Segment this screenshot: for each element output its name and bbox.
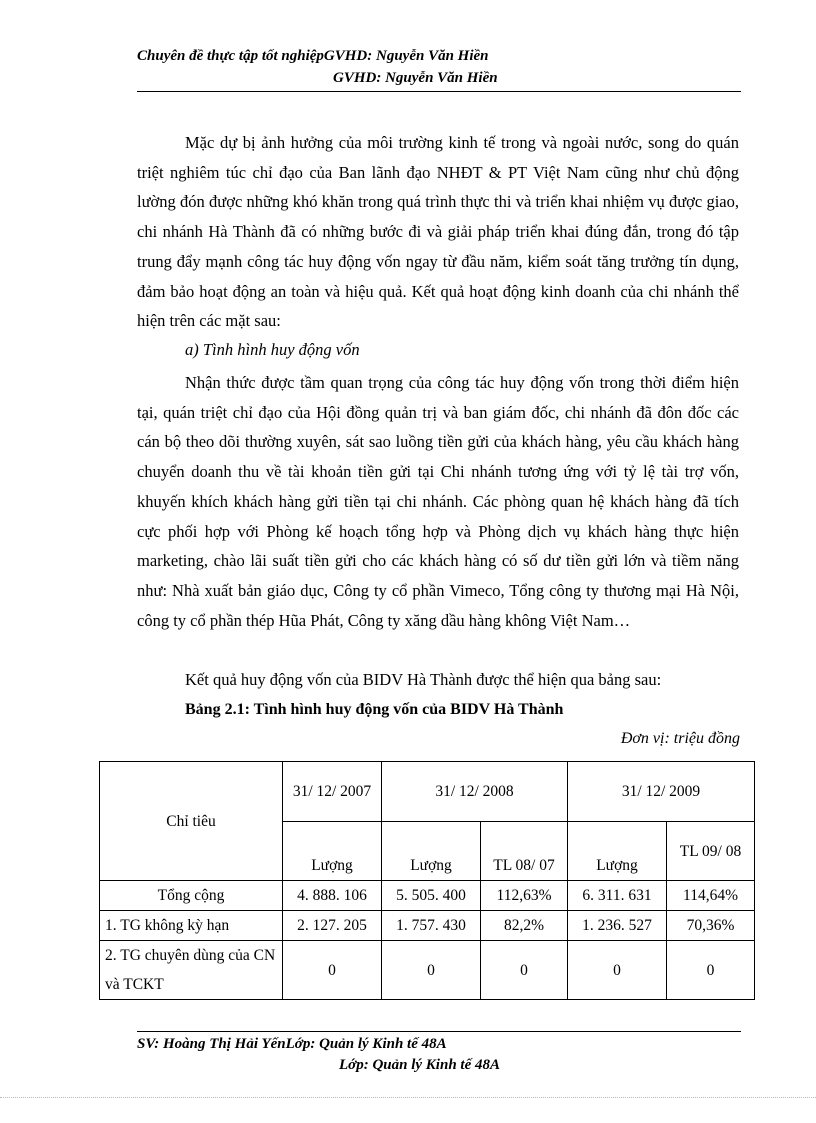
cell-value: 1. 236. 527 [568,911,667,941]
table-caption: Bảng 2.1: Tình hình huy động vốn của BIDV Hà Thành [185,701,564,718]
cell-value: 2. 127. 205 [283,911,382,941]
header-cell-luong-2009: Lượng [568,822,667,881]
table-header-row-1 [100,762,755,822]
cell-value: 0 [568,941,667,1000]
cell-value: 114,64% [667,881,755,911]
footer-rule [137,1031,741,1032]
cell-value: 0 [382,941,481,1000]
footer-line-1: SV: Hoàng Thị Hải YếnLớp: Quản lý Kinh tế 48A [137,1036,447,1052]
table-row [100,941,755,1000]
header-cell-tl-0908: TL 09/ 08 [667,822,755,881]
paragraph-capital-mobilization: Nhận thức được tầm quan trọng của công tác huy động vốn trong thời điểm hiện tại, quán triệt chỉ đạo của Hội đồng quản trị và ban giám đốc, chi nhánh đã đôn đốc các cán bộ theo dõi thường xuyên, sát sao luồng tiền gửi của khách hàng, yêu cầu khách hàng chuyển doanh thu về tài khoản tiền gửi tại Chi nhánh tương ứng với tỷ lệ tài trợ vốn, khuyến khích khách hàng gửi tiền tại chi nhánh. Các phòng quan hệ khách hàng đã tích cực phối hợp với Phòng kế hoạch tổng hợp và Phòng dịch vụ khách hàng thực hiện marketing, chào lãi suất tiền gửi cho các khách hàng có số dư tiền gửi lớn và tiềm năng như: Nhà xuất bản giáo dục, Công ty cổ phần Vimeco, Tổng công ty thương mại Hà Nội, công ty cổ phần thép Hũa Phát, Công ty xăng dầu hàng không Việt Nam… [137,373,739,630]
cell-value: 6. 311. 631 [568,881,667,911]
row-label: Tổng cộng [100,881,283,911]
header-cell-luong-2008: Lượng [382,822,481,881]
page-bottom-divider [0,1097,816,1098]
paragraph-table-intro: Kết quả huy động vốn của BIDV Hà Thành được thể hiện qua bảng sau: [185,670,662,689]
table-row [100,911,755,941]
header-cell-2007: 31/ 12/ 2007 [283,762,382,822]
cell-value: 112,63% [481,881,568,911]
cell-value: 5. 505. 400 [382,881,481,911]
subheading-capital-mobilization: a) Tình hình huy động vốn [185,340,360,359]
paragraph-intro: Mặc dự bị ảnh hưởng của môi trường kinh tế trong và ngoài nước, song do quán triệt nghiêm túc chỉ đạo của Ban lãnh đạo NHĐT & PT Việt Nam cũng như chủ động lường đón được những khó khăn trong quá trình thực thi và triển khai nhiệm vụ được giao, chi nhánh Hà Thành đã có những bước đi và giải pháp triển khai đúng đắn, trong đó tập trung đẩy mạnh công tác huy động vốn ngay từ đầu năm, kiểm soát tăng trưởng tín dụng, đảm bảo hoạt động an toàn và hiệu quả. Kết quả hoạt động kinh doanh của chi nhánh thể hiện trên các mặt sau: [137,133,739,331]
header-line-1: Chuyên đề thực tập tốt nghiệpGVHD: Nguyễn Văn Hiền [137,48,489,64]
header-rule [137,91,741,92]
table-row [100,881,755,911]
cell-value: 70,36% [667,911,755,941]
footer-line-2: Lớp: Quản lý Kinh tế 48A [339,1057,500,1073]
cell-value: 0 [667,941,755,1000]
header-cell-luong-2007: Lượng [283,822,382,881]
header-cell-tl-0807: TL 08/ 07 [481,822,568,881]
cell-value: 4. 888. 106 [283,881,382,911]
table-unit: Đơn vị: triệu đồng [620,730,740,747]
cell-value: 0 [283,941,382,1000]
cell-value: 1. 757. 430 [382,911,481,941]
row-label: 1. TG không kỳ hạn [100,911,283,941]
header-cell-2008: 31/ 12/ 2008 [382,762,568,822]
capital-table [99,761,755,1000]
header-cell-chi-tieu: Chỉ tiêu [100,762,283,881]
cell-value: 82,2% [481,911,568,941]
cell-value: 0 [481,941,568,1000]
header-line-2: GVHD: Nguyễn Văn Hiền [333,70,498,86]
header-cell-2009: 31/ 12/ 2009 [568,762,755,822]
row-label: 2. TG chuyên dùng của CN và TCKT [100,941,283,1000]
